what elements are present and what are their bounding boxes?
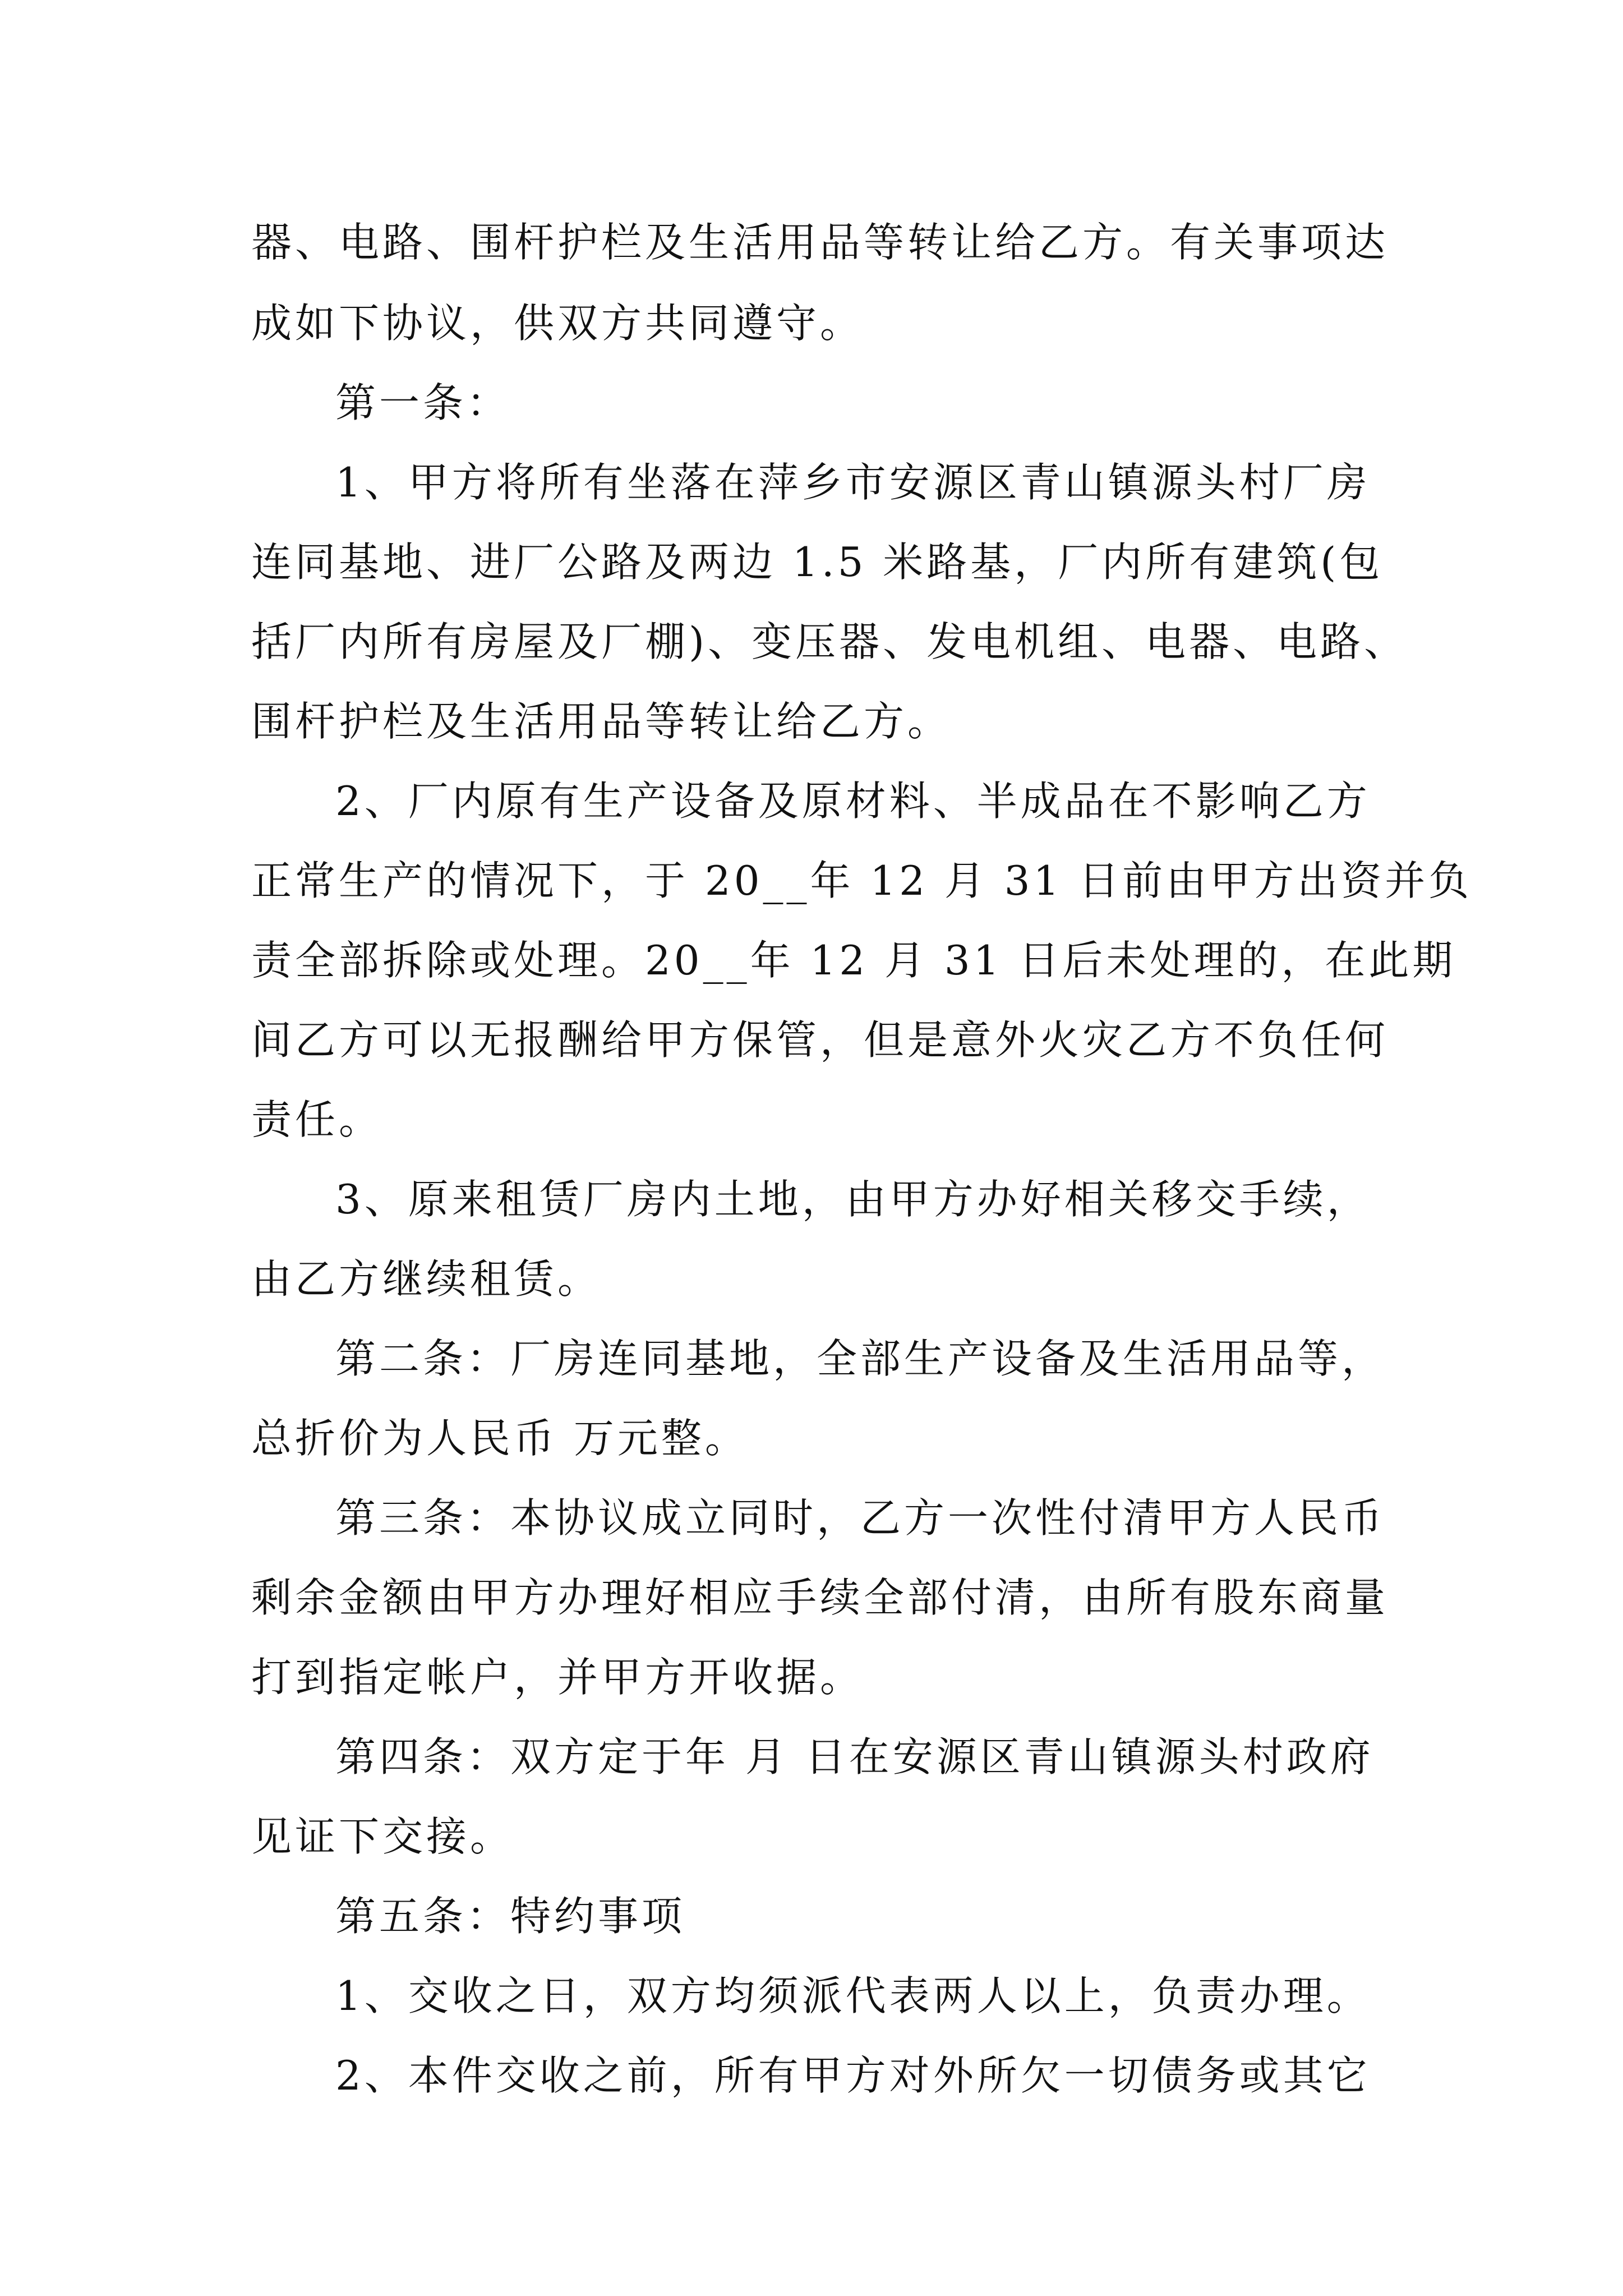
text-line: 间乙方可以无报酬给甲方保管，但是意外火灾乙方不负任何 [251,1016,1389,1064]
article-heading: 第二条：厂房连同基地，全部生产设备及生活用品等， [335,1335,1386,1382]
text-line: 器、电路、围杆护栏及生活用品等转让给乙方。有关事项达 [251,219,1389,266]
text-line: 总折价为人民币 万元整。 [251,1415,749,1462]
article-heading: 第三条：本协议成立同时，乙方一次性付清甲方人民币 [335,1494,1386,1542]
text-line: 责全部拆除或处理。20__年 12 月 31 日后未处理的，在此期 [251,937,1456,984]
text-line: 由乙方继续租赁。 [251,1255,602,1303]
text-line: 1、甲方将所有坐落在萍乡市安源区青山镇源头村厂房 [335,459,1371,506]
text-line: 见证下交接。 [251,1813,514,1860]
article-heading: 第一条： [335,379,511,426]
text-line: 正常生产的情况下，于 20__年 12 月 31 日前由甲方出资并负 [251,857,1473,904]
text-line: 2、本件交收之前，所有甲方对外所欠一切债务或其它 [335,2052,1371,2099]
text-line: 打到指定帐户，并甲方开收据。 [251,1654,864,1701]
text-line: 剩余金额由甲方办理好相应手续全部付清，由所有股东商量 [251,1574,1389,1621]
text-line: 1、交收之日，双方均须派代表两人以上，负责办理。 [335,1972,1371,2019]
text-line: 连同基地、进厂公路及两边 1.5 米路基，厂内所有建筑(包 [251,539,1384,586]
text-line: 成如下协议，供双方共同遵守。 [251,300,864,347]
text-line: 2、厂内原有生产设备及原材料、半成品在不影响乙方 [335,777,1371,825]
text-line: 围杆护栏及生活用品等转让给乙方。 [251,698,952,745]
text-line: 括厂内所有房屋及厂棚)、变压器、发电机组、电器、电路、 [251,618,1408,665]
text-line: 责任。 [251,1096,383,1143]
article-heading: 第四条：双方定于年 月 日在安源区青山镇源头村政府 [335,1733,1374,1780]
text-line: 3、原来租赁厂房内土地，由甲方办好相关移交手续， [335,1176,1371,1223]
article-heading: 第五条：特约事项 [335,1893,686,1940]
